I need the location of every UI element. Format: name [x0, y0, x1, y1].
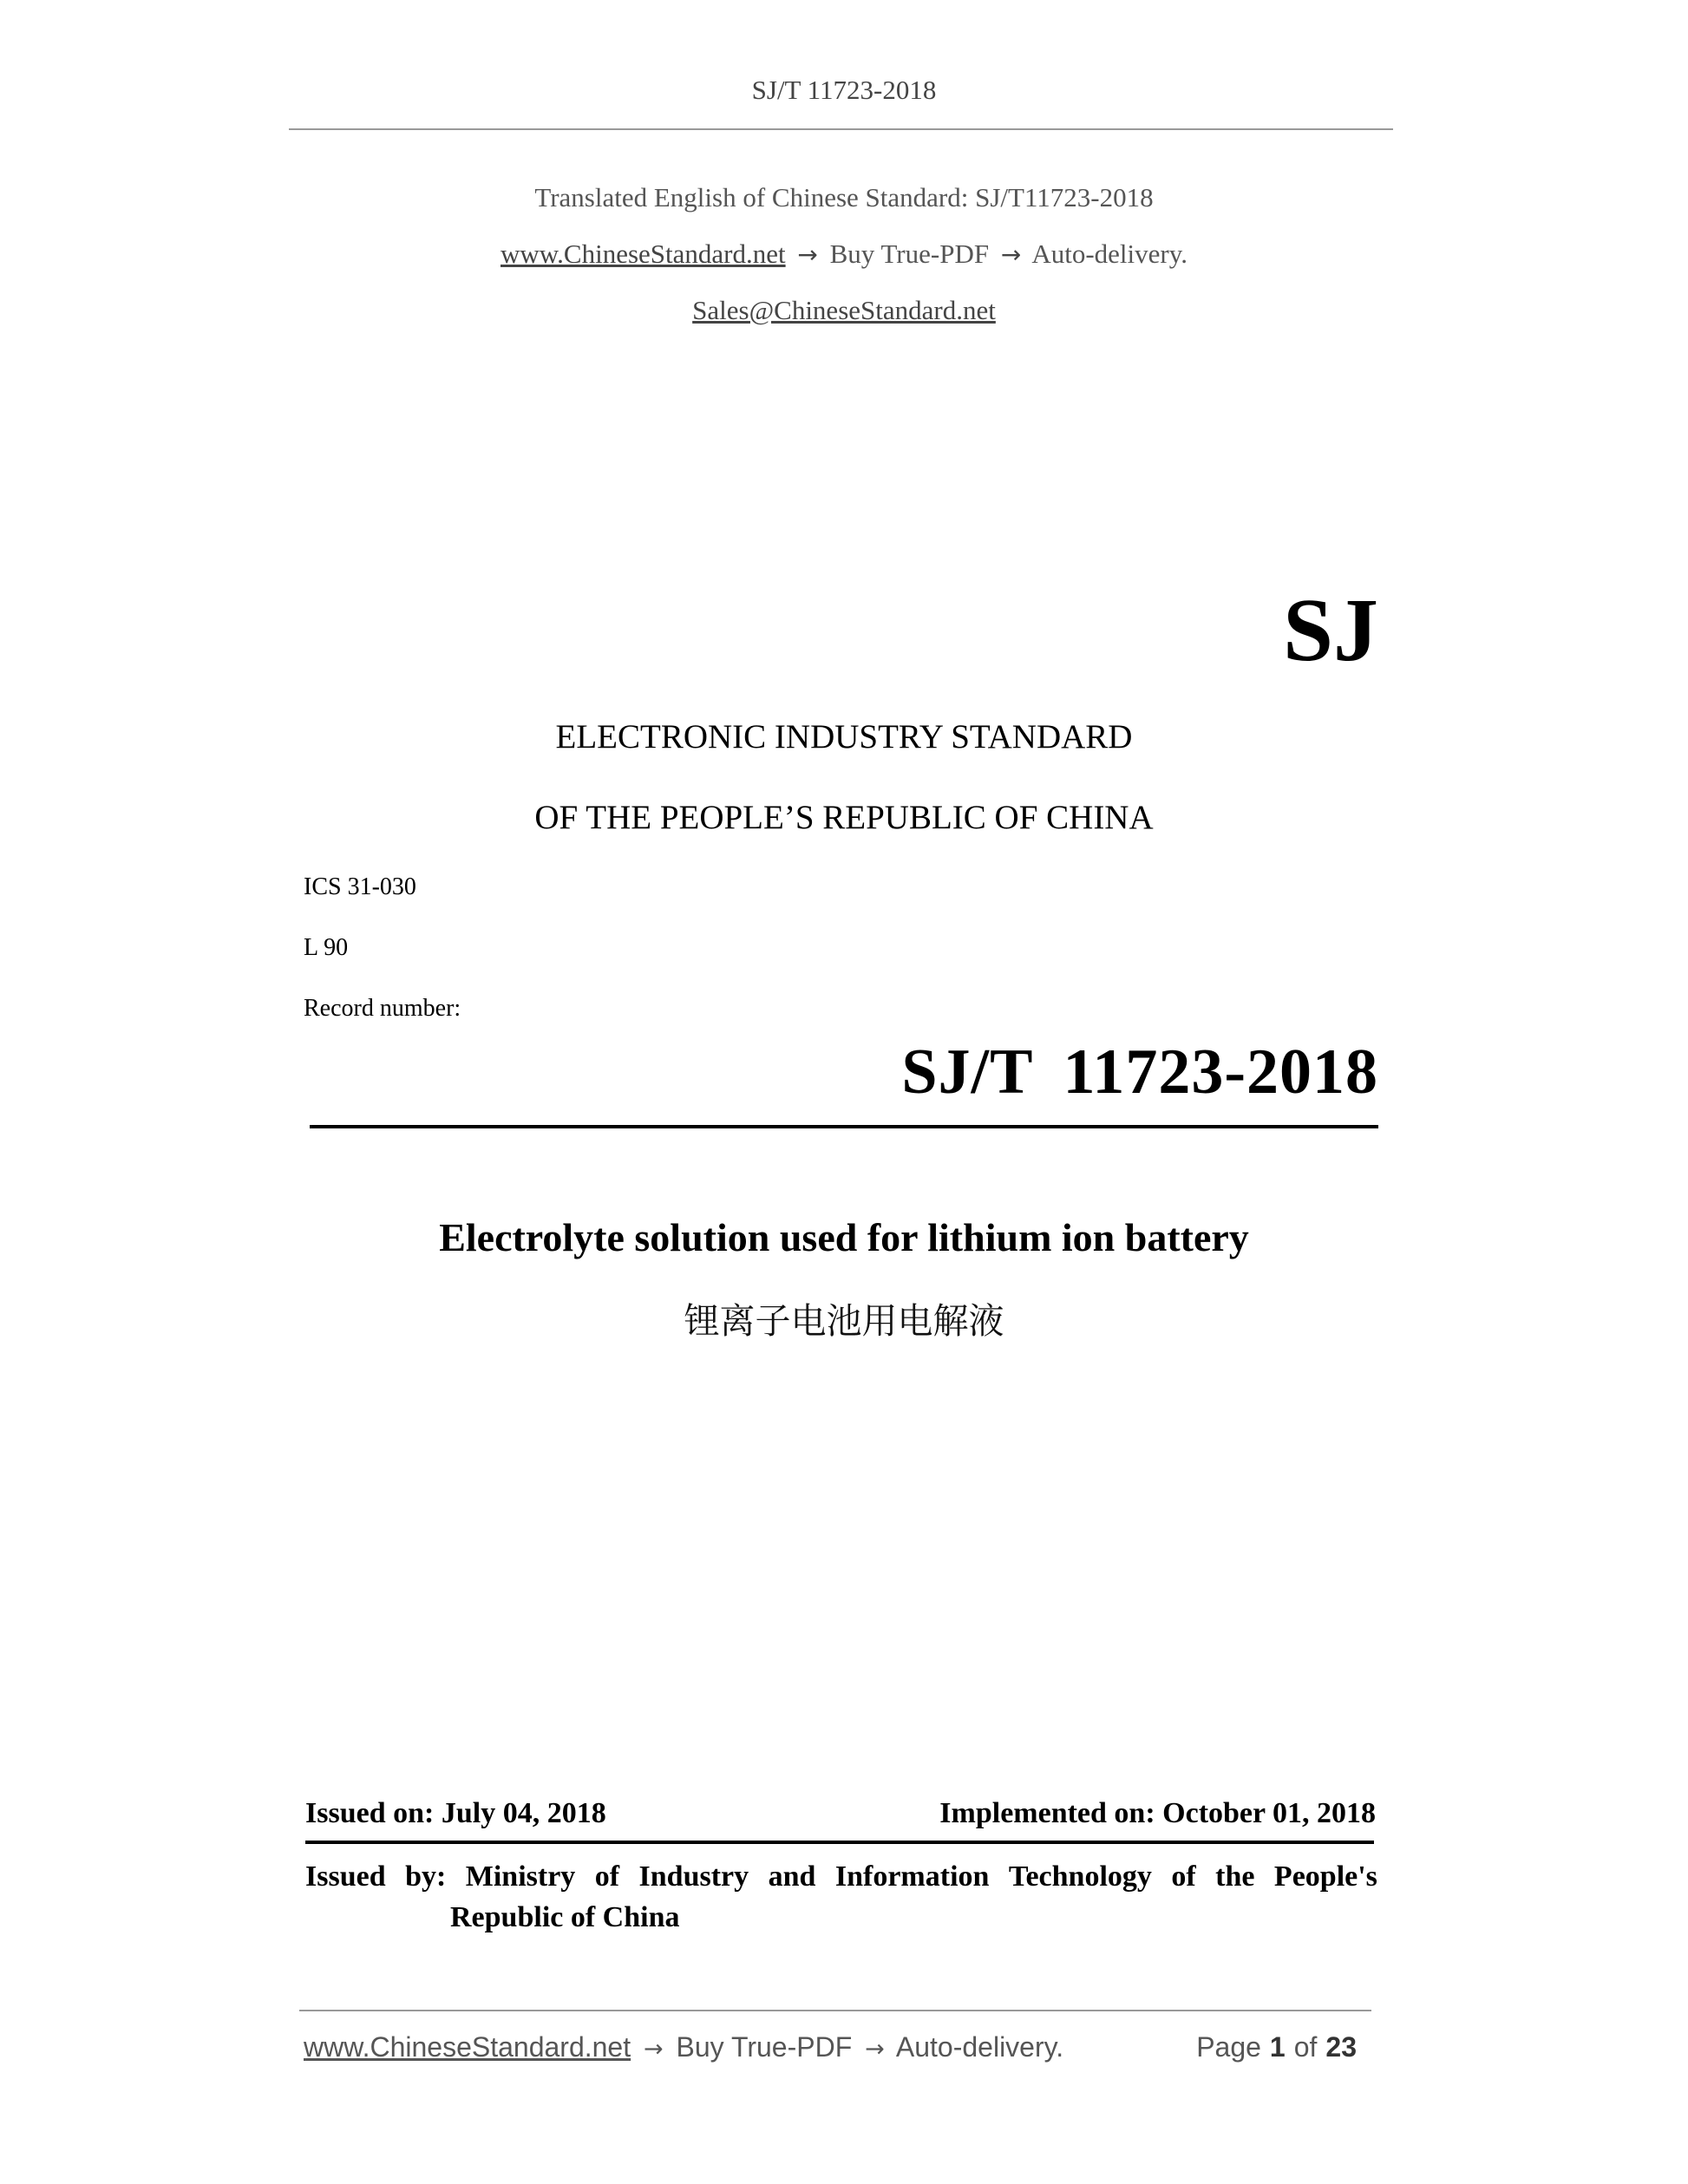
issuer-word: by:: [405, 1860, 447, 1893]
issuer-word: Ministry: [465, 1860, 576, 1893]
buy-true-pdf-text: Buy True-PDF: [829, 239, 990, 269]
page-indicator: [1196, 2031, 1365, 2063]
issuer-word: of: [594, 1860, 620, 1893]
standard-type-line2: OF THE PEOPLE’S REPUBLIC OF CHINA: [534, 799, 1154, 836]
page-label: Page: [1196, 2031, 1261, 2063]
issuer-word: Industry: [638, 1860, 749, 1893]
promo-title: Translated English of Chinese Standard: SJ/T11723-2018: [534, 182, 1154, 213]
footer-delivery-text: Auto-delivery.: [895, 2031, 1064, 2063]
issuer-word: People's: [1273, 1860, 1377, 1893]
sales-email-link[interactable]: Sales@ChineseStandard.net: [692, 295, 996, 325]
right-arrow-icon: →: [865, 2036, 885, 2063]
standard-mark: SJ: [1283, 580, 1378, 680]
issuer-word: Information: [834, 1860, 990, 1893]
promo-sales: [0, 295, 1688, 326]
issuer-line2: Republic of China: [450, 1901, 680, 1933]
footer-site-link[interactable]: www.ChineseStandard.net: [304, 2031, 631, 2063]
promo-links: [0, 239, 1688, 270]
ccs-code: L 90: [304, 934, 349, 961]
page-number: 1: [1269, 2031, 1286, 2063]
total-pages: 23: [1325, 2031, 1357, 2063]
issued-on-date: Issued on: July 04, 2018: [305, 1797, 606, 1829]
issuer-word: and: [768, 1860, 816, 1893]
ics-code: ICS 31-030: [304, 873, 416, 900]
running-header: SJ/T 11723-2018: [751, 75, 937, 105]
of-label: of: [1293, 2031, 1318, 2063]
footer-divider: [299, 2010, 1371, 2011]
footer-links: [304, 2031, 1063, 2063]
header-divider: [289, 128, 1393, 130]
standard-number-prefix: SJ/T: [901, 1036, 1034, 1108]
footer-buy-text: Buy True-PDF: [676, 2031, 853, 2063]
right-arrow-icon: →: [797, 240, 818, 269]
standard-number-rule: [310, 1125, 1378, 1128]
record-number: Record number:: [304, 995, 461, 1022]
issuer-word: Technology: [1008, 1860, 1152, 1893]
issuer-line1: [305, 1856, 1377, 1897]
title-english: Electrolyte solution used for lithium ion battery: [439, 1215, 1249, 1259]
site-link[interactable]: www.ChineseStandard.net: [501, 239, 786, 269]
dates-rule: [305, 1841, 1374, 1844]
right-arrow-icon: →: [1000, 240, 1022, 269]
title-chinese: 锂离子电池用电解液: [684, 1300, 1004, 1342]
issuer-word: Issued: [305, 1860, 386, 1893]
standard-type-line1: ELECTRONIC INDUSTRY STANDARD: [555, 718, 1133, 755]
implemented-on-date: Implemented on: October 01, 2018: [939, 1797, 1376, 1829]
issuer-word: of: [1171, 1860, 1196, 1893]
issuer-block: [305, 1856, 1377, 1938]
right-arrow-icon: →: [644, 2036, 664, 2063]
auto-delivery-text: Auto-delivery.: [1031, 239, 1187, 269]
standard-number: [901, 1036, 1378, 1108]
issuer-word: the: [1215, 1860, 1255, 1893]
standard-number-code: 11723-2018: [1063, 1036, 1378, 1108]
